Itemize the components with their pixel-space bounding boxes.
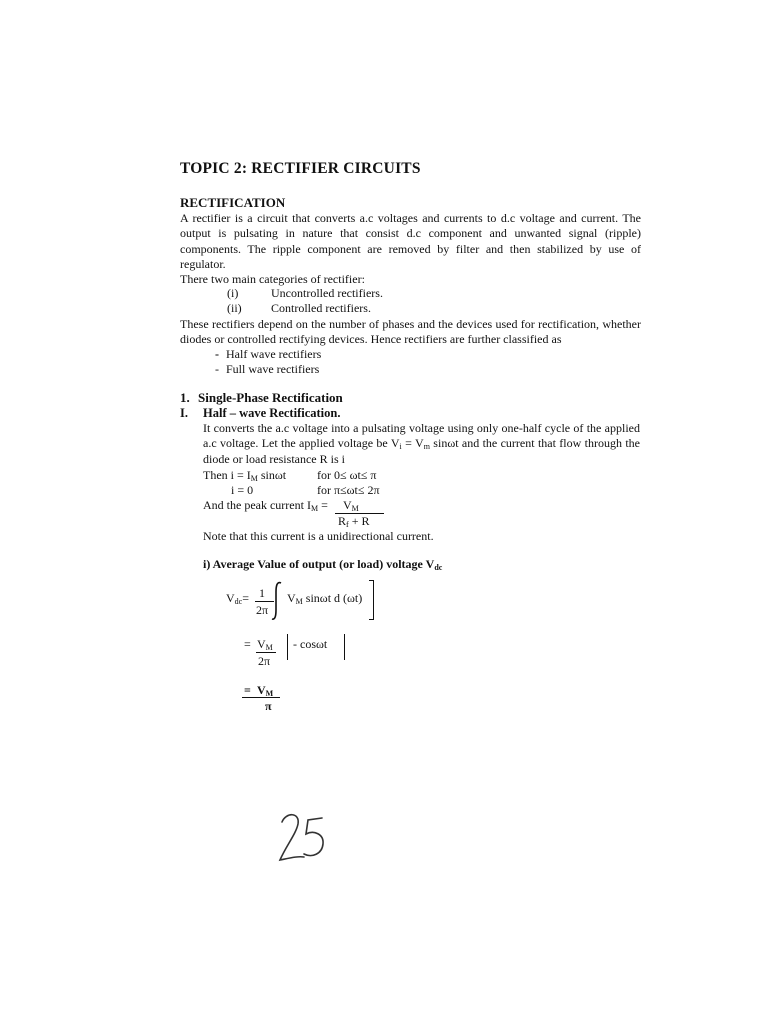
rectification-heading: RECTIFICATION bbox=[180, 195, 286, 210]
text-run: V bbox=[257, 637, 266, 651]
half-wave-paragraph bbox=[203, 421, 640, 467]
list-item-num: (ii) bbox=[227, 301, 242, 315]
subscript: m bbox=[423, 442, 430, 452]
section-heading-1 bbox=[180, 390, 343, 406]
absolute-bar-left bbox=[287, 634, 288, 660]
equation-current bbox=[203, 468, 286, 483]
equals-sign: = bbox=[244, 637, 251, 651]
text-run: = bbox=[318, 498, 328, 512]
fraction-bar bbox=[256, 652, 276, 653]
text-run: V bbox=[226, 591, 235, 605]
handwritten-page-number-icon bbox=[276, 808, 328, 866]
text-run: = V bbox=[401, 436, 424, 451]
text-run: sinωt d (ωt) bbox=[302, 591, 363, 605]
fraction-numerator bbox=[257, 683, 273, 698]
fraction-denominator: π bbox=[265, 699, 272, 713]
fraction-numerator: 1 bbox=[259, 586, 265, 600]
equation-lhs: Then i = I bbox=[203, 468, 251, 482]
text-run: And the peak current I bbox=[203, 498, 311, 512]
subscript: dc bbox=[434, 563, 443, 572]
integrand bbox=[287, 591, 362, 606]
text-run: It converts the a.c voltage into a pulsating voltage using only one-half cycle of the applied a.c voltage. Let the applied voltage be V bbox=[203, 421, 640, 451]
text-run: V bbox=[287, 591, 296, 605]
categories-intro: There two main categories of rectifier: bbox=[180, 272, 365, 287]
list-item-text: Uncontrolled rectifiers. bbox=[271, 286, 383, 300]
average-value-heading bbox=[203, 557, 442, 572]
subscript: M bbox=[265, 643, 273, 652]
text-run: V bbox=[257, 683, 266, 697]
equation-rhs: sinωt bbox=[257, 468, 287, 482]
fraction-numerator bbox=[257, 637, 273, 652]
page-title: TOPIC 2: RECTIFIER CIRCUITS bbox=[180, 160, 421, 177]
text-run: i) Average Value of output (or load) voltage V bbox=[203, 557, 435, 571]
subscript: M bbox=[250, 474, 258, 483]
absolute-bar-right bbox=[344, 634, 345, 660]
text-run: R bbox=[338, 514, 347, 528]
section-heading-I bbox=[180, 406, 340, 421]
list-item-text: Half wave rectifiers bbox=[226, 347, 322, 361]
subscript: dc bbox=[234, 597, 243, 606]
classification-paragraph: These rectifiers depend on the number of phases and the devices used for rectification, whether diodes or controlled rectifying devices. Hence rectifiers are further classified as bbox=[180, 317, 641, 347]
intro-paragraph bbox=[180, 211, 641, 287]
text-run: sinωt and the current that flow through the diode or load resistance R is i bbox=[203, 436, 640, 466]
integral-sign-icon bbox=[270, 580, 284, 622]
fraction-numerator bbox=[343, 498, 359, 513]
fraction-bar bbox=[242, 697, 280, 698]
equation-condition: for π≤ωt≤ 2π bbox=[317, 483, 380, 497]
list-item-text: Full wave rectifiers bbox=[226, 362, 320, 376]
subscript: M bbox=[295, 597, 303, 606]
formula-lhs bbox=[226, 591, 249, 606]
text-run: = bbox=[242, 591, 250, 605]
fraction-denominator: 2π bbox=[258, 654, 271, 668]
section-title: Single-Phase Rectification bbox=[198, 390, 343, 405]
bullet: - bbox=[215, 347, 219, 361]
equation-condition: for 0≤ ωt≤ π bbox=[317, 468, 377, 482]
subscript: M bbox=[351, 504, 359, 513]
formula-body: - cosωt bbox=[293, 637, 328, 651]
text-run: V bbox=[343, 498, 352, 512]
peak-current-label bbox=[203, 498, 328, 513]
fraction-denominator: 2π bbox=[256, 603, 269, 617]
subscript: M bbox=[310, 504, 319, 513]
note-text: Note that this current is a unidirectional current. bbox=[203, 529, 434, 543]
equals-sign: = bbox=[244, 683, 251, 697]
list-item-text: Controlled rectifiers. bbox=[271, 301, 371, 315]
equation-zero: i = 0 bbox=[231, 483, 254, 497]
subscript: f bbox=[346, 520, 349, 529]
right-bracket bbox=[369, 580, 374, 620]
bullet: - bbox=[215, 362, 219, 376]
intro-text: A rectifier is a circuit that converts a.c voltages and currents to d.c voltage and current. The output is pulsating in nature that consist d.c component and unwanted signal (ripple) components. The ripple component are removed by filter and then stabilized by use of regulator. bbox=[180, 211, 641, 271]
section-number: I. bbox=[180, 406, 188, 420]
fraction-denominator bbox=[338, 514, 369, 529]
section-number: 1. bbox=[180, 390, 190, 405]
subscript: M bbox=[265, 689, 274, 698]
list-item-num: (i) bbox=[227, 286, 239, 300]
subscript: i bbox=[399, 442, 402, 452]
text-run: + R bbox=[348, 514, 370, 528]
section-title: Half – wave Rectification. bbox=[203, 406, 341, 420]
